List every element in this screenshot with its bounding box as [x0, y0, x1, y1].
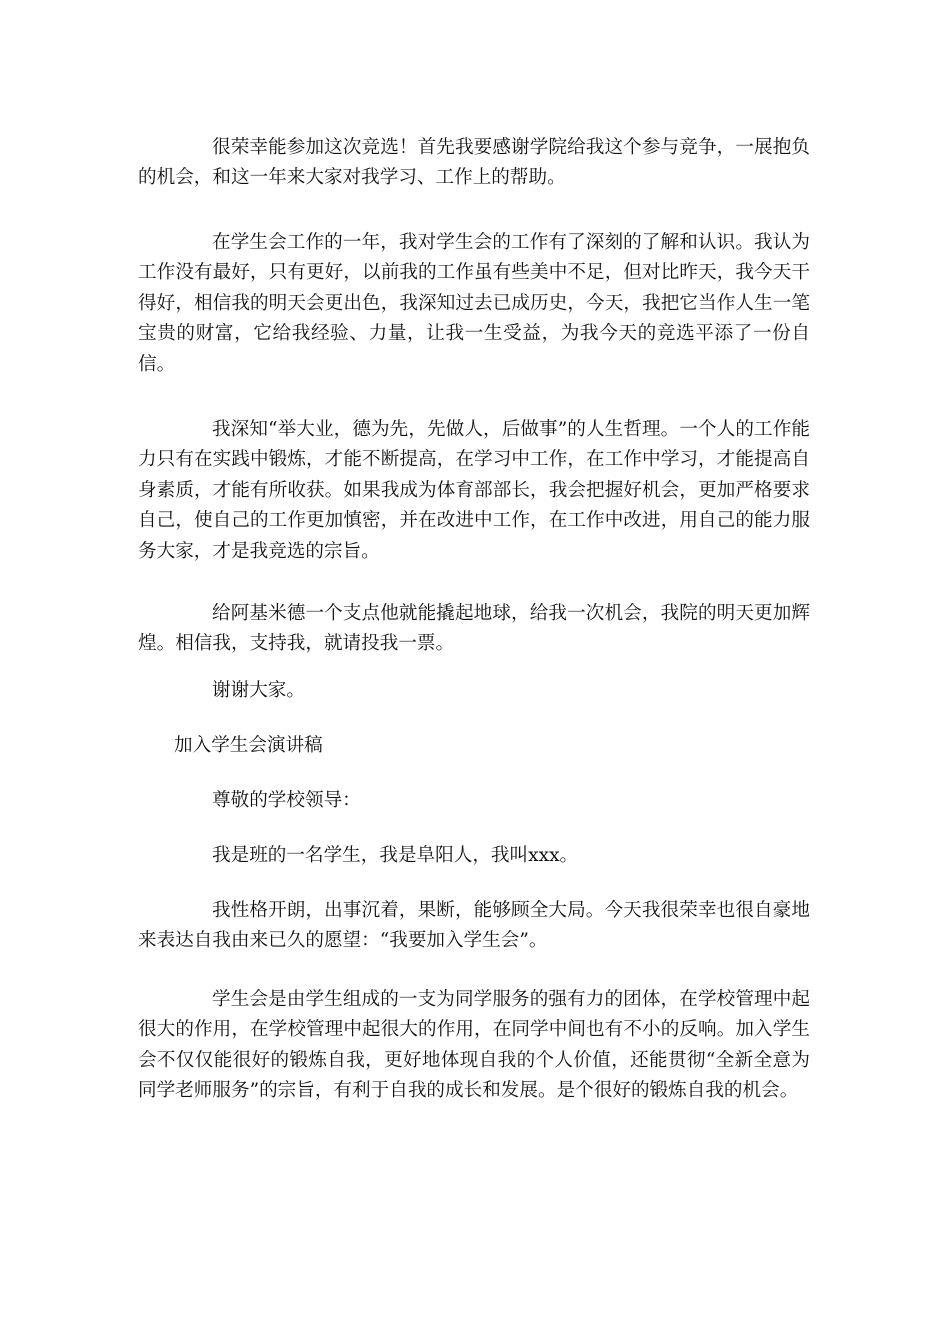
paragraph-appeal: 给阿基米德一个支点他就能撬起地球，给我一次机会，我院的明天更加辉煌。相信我，支持我，就请投我一票。: [138, 603, 810, 655]
paragraph-personality: 我性格开朗，出事沉着，果断，能够顾全大局。今天我很荣幸也很自豪地来表达自我由来已久的愿望：“我要加入学生会”。: [138, 900, 810, 952]
paragraph-experience: 在学生会工作的一年，我对学生会的工作有了深刻的了解和认识。我认为工作没有最好，只有更好，以前我的工作虽有些美中不足，但对比昨天，我今天干得好，相信我的明天会更出色，我深知过去已成历史，今天，我把它当作人生一笔宝贵的财富，它给我经验、力量，让我一生受益，为我今天的竞选平添了一份自信。: [138, 232, 810, 375]
paragraph-salutation: 尊敬的学校领导：: [212, 790, 361, 811]
paragraph-thanks: 谢谢大家。: [212, 680, 305, 701]
section-heading: 加入学生会演讲稿: [174, 735, 323, 756]
paragraph-philosophy: 我深知“举大业，德为先，先做人，后做事”的人生哲理。一个人的工作能力只有在实践中锻炼，才能不断提高，在学习中工作，在工作中学习，才能提高自身素质，才能有所收获。如果我成为体育部部长，我会把握好机会，更加严格要求自己，使自己的工作更加慎密，并在改进中工作，在工作中改进，用自己的能力服务大家，才是我竞选的宗旨。: [138, 419, 810, 562]
paragraph-gratitude: 很荣幸能参加这次竞选！首先我要感谢学院给我这个参与竞争，一展抱负的机会，和这一年来大家对我学习、工作上的帮助。: [138, 137, 810, 189]
paragraph-student-union: 学生会是由学生组成的一支为同学服务的强有力的团体，在学校管理中起很大的作用，在学校管理中起很大的作用，在同学中间也有不小的反响。加入学生会不仅仅能很好的锻炼自我，更好地体现自我的个人价值，还能贯彻“全新全意为同学老师服务”的宗旨，有利于自我的成长和发展。是个很好的锻炼自我的机会。: [138, 989, 810, 1102]
paragraph-introduction: 我是班的一名学生，我是阜阳人，我叫xxx。: [212, 845, 579, 866]
